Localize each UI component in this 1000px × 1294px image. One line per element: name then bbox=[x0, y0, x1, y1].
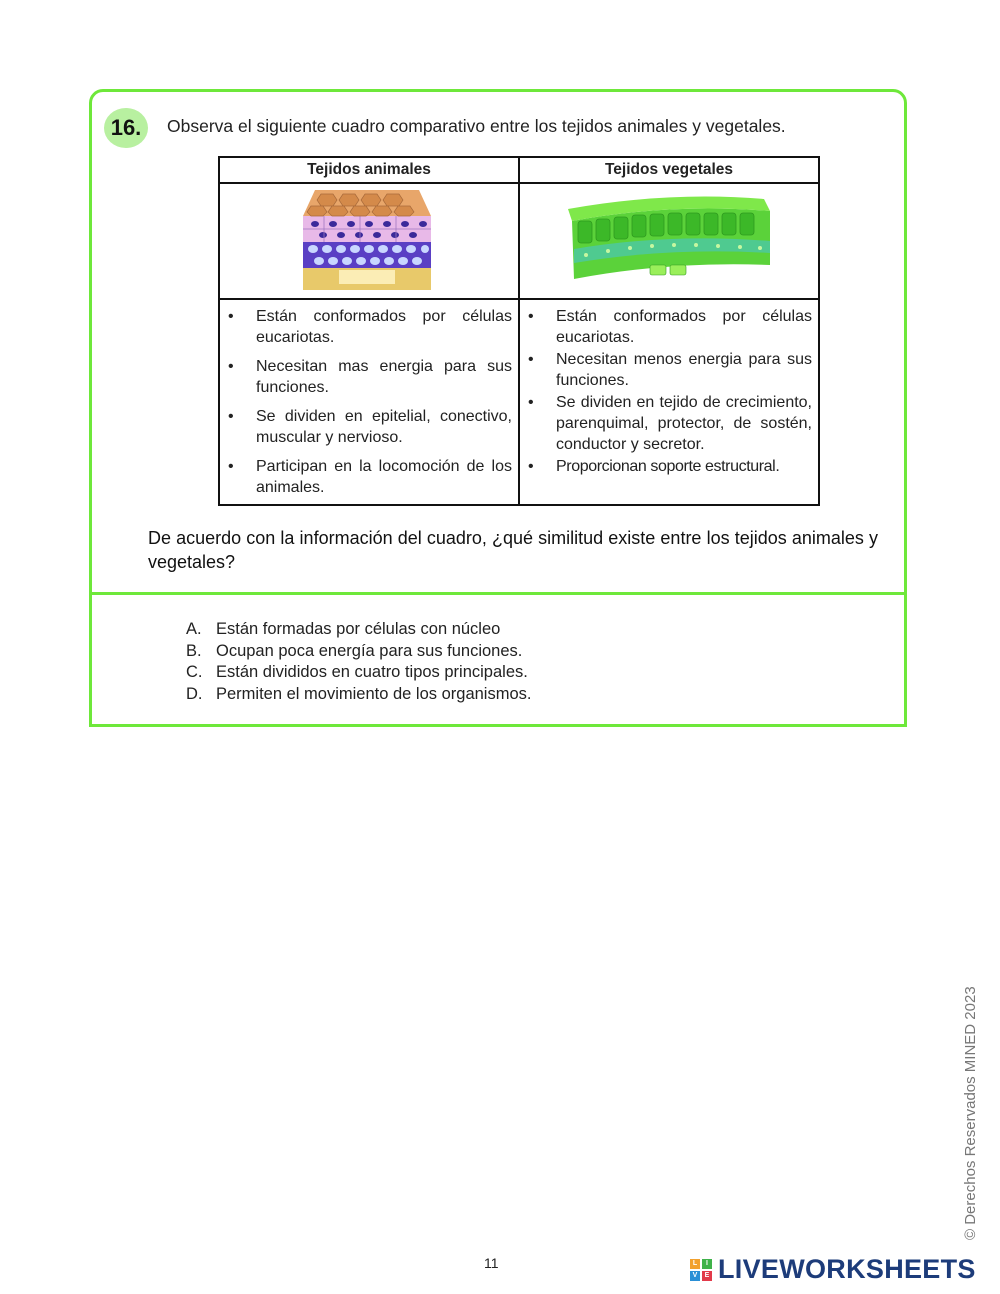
question-number-badge bbox=[104, 108, 148, 148]
plant-feature-item: • Proporcionan soporte estructural. bbox=[556, 456, 812, 477]
animal-tissue-illustration bbox=[299, 186, 439, 292]
animal-feature-item: • Necesitan mas energia para sus funciones. bbox=[256, 356, 512, 398]
question-intro: Observa el siguiente cuadro comparativo entre los tejidos animales y vegetales. bbox=[167, 116, 786, 136]
option-c[interactable] bbox=[186, 662, 531, 684]
plant-feature-item: • Necesitan menos energia para sus funciones. bbox=[556, 349, 812, 391]
animal-feature-item: • Se dividen en epitelial, conectivo, muscular y nervioso. bbox=[256, 406, 512, 448]
option-a[interactable] bbox=[186, 619, 531, 641]
liveworksheets-brand[interactable] bbox=[690, 1254, 976, 1285]
animal-feature-item: • Están conformados por células eucariotas. bbox=[256, 306, 512, 348]
animal-features-list bbox=[220, 300, 518, 504]
liveworksheets-wordmark: LIVEWORKSHEETS bbox=[718, 1254, 976, 1284]
option-b[interactable] bbox=[186, 641, 531, 663]
plant-feature-item: • Están conformados por células eucariotas. bbox=[556, 306, 812, 348]
option-text: Están formadas por células con núcleo bbox=[216, 620, 501, 638]
option-letter: C. bbox=[186, 663, 203, 681]
header-plant-tissues: Tejidos vegetales bbox=[519, 157, 819, 183]
option-d[interactable] bbox=[186, 684, 531, 706]
animal-feature-item: • Participan en la locomoción de los animales. bbox=[256, 456, 512, 498]
page-number: 11 bbox=[484, 1255, 499, 1271]
option-text: Permiten el movimiento de los organismos. bbox=[216, 684, 532, 703]
option-text: Están divididos en cuatro tipos principales. bbox=[216, 663, 528, 681]
plant-feature-item: • Se dividen en tejido de crecimiento, parenquimal, protector, de sostén, conductor y secretor. bbox=[556, 392, 812, 455]
question-number: 16. bbox=[110, 115, 142, 140]
plant-features-list bbox=[520, 300, 818, 484]
card-divider bbox=[92, 592, 904, 595]
comparison-table bbox=[218, 156, 820, 506]
question-prompt: De acuerdo con la información del cuadro, ¿qué similitud existe entre los tejidos animales y vegetales? bbox=[148, 528, 878, 572]
plant-tissue-illustration bbox=[564, 191, 774, 287]
liveworksheets-logo-icon: L I V E bbox=[690, 1259, 712, 1281]
option-text: Ocupan poca energía para sus funciones. bbox=[216, 641, 523, 660]
option-letter: B. bbox=[186, 641, 202, 660]
option-letter: D. bbox=[186, 684, 203, 703]
plant-features-cell bbox=[519, 299, 819, 505]
animal-tissue-illustration-cell bbox=[219, 183, 519, 299]
header-animal-tissues: Tejidos animales bbox=[219, 157, 519, 183]
answer-options bbox=[186, 619, 531, 705]
option-letter: A. bbox=[186, 620, 202, 638]
plant-tissue-illustration-cell bbox=[519, 183, 819, 299]
animal-features-cell bbox=[219, 299, 519, 505]
question-card bbox=[89, 89, 907, 727]
copyright-notice: © Derechos Reservados MINED 2023 bbox=[962, 986, 979, 1240]
